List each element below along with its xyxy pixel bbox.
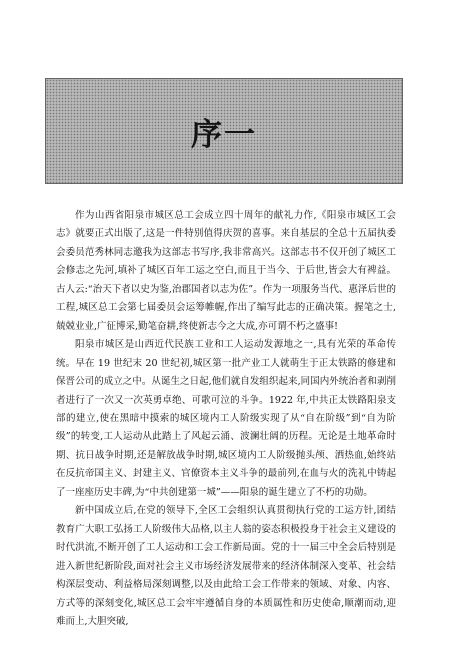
title-banner — [45, 78, 403, 184]
paragraph-2: 阳泉市城区是山西近代民族工业和工人运动发源地之一,具有光荣的革命传统。早在 19 世纪末 20 世纪初,城区第一批产业工人就萌生于正太铁路的修建和保晋公司的成立之中。从诞生之日起,他们就自发组织起来,同国内外统治者和剥削者进行了一次又一次英勇卓绝、可歌可泣的斗争。1922 年,中共正太铁路阳泉支部的建立,使在黑暗中摸索的城区境内工人阶级实现了从“自在阶级”到“自为阶级”的转变,工人运动从此踏上了风起云涌、波澜壮阔的历程。无论是土地革命时期、抗日战争时期,还是解放战争时期,城区境内工人阶级抛头颅、洒热血,始终站在反抗帝国主义、封建主义、官僚资本主义斗争的最前列,在血与火的洗礼中铸起了一座座历史丰碑,为“中共创建第一城”——阳泉的诞生建立了不朽的功勋。 — [56, 339, 396, 498]
preface-body — [56, 207, 396, 631]
paragraph-1: 作为山西省阳泉市城区总工会成立四十周年的献礼力作,《阳泉市城区工会志》就要正式出版了,这是一件特别值得庆贺的喜事。来自基层的全总十五届执委会委员范秀林同志邀我为这部志书写序,我非常高兴。这部志书不仅开创了城区工会修志之先河,填补了城区百年工运之空白,而且于当今、于后世,皆会大有裨益。古人云:“治天下者以史为鉴,治郡国者以志为佐”。作为一项服务当代、惠泽后世的工程,城区总工会第七届委员会运筹帷幄,作出了编写此志的正确决策。握笔之士,兢兢业业,广征博采,勤笔奋耕,终使新志今之大成,亦可谓不朽之盛事! — [56, 210, 396, 332]
paragraph-3: 新中国成立后,在党的领导下,全区工会组织认真贯彻执行党的工运方针,团结教育广大职工弘扬工人阶级伟大品格,以主人翁的姿态积极投身于社会主义建设的时代洪流,不断开创了工人运动和工会工作新局面。党的十一届三中全会后特别是进入新世纪新阶段,面对社会主义市场经济发展带来的经济体制深入变革、社会结构深层变动、利益格局深刻调整,以及由此给工会工作带来的领域、对象、内容、方式等的深刻变化,城区总工会牢牢遵循自身的本质属性和历史使命,顺潮而动,迎难而上,大胆突破, — [56, 505, 396, 627]
chapter-title: 序一 — [191, 116, 257, 153]
